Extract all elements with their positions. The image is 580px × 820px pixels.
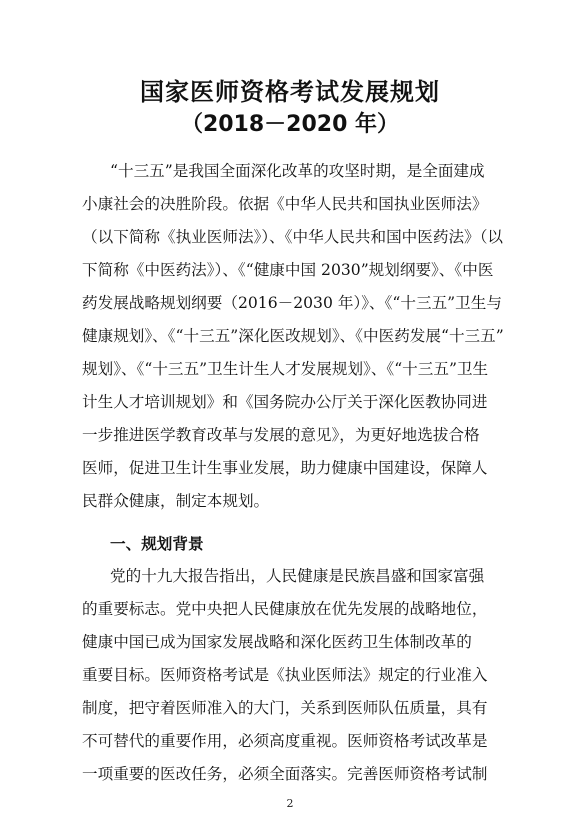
section-line: 不可替代的重要作用，必须高度重视。医师资格考试改革是 [82,732,488,750]
document-title: 国家医师资格考试发展规划 [140,78,440,106]
intro-line: 计生人才培训规划》和《国务院办公厅关于深化医教协同进 [82,393,488,411]
page-number: 2 [286,797,294,810]
section-line: 制度，把守着医师准入的大门，关系到医师队伍质量，具有 [82,699,488,717]
intro-line: “十三五”是我国全面深化改革的攻坚时期，是全面建成 [110,162,485,180]
intro-line: 小康社会的决胜阶段。依据《中华人民共和国执业医师法》 [82,195,488,213]
section-line: 党的十九大报告指出，人民健康是民族昌盛和国家富强 [110,567,485,585]
section-line: 重要目标。医师资格考试是《执业医师法》规定的行业准入 [82,666,488,684]
intro-line: 药发展战略规划纲要（2016－2030 年）》、《“十三五”卫生与 [82,294,502,312]
intro-line: 下简称《中医药法》）、《“健康中国 2030”规划纲要》、《中医 [82,261,494,279]
intro-line: 一步推进医学教育改革与发展的意见》，为更好地选拔合格 [82,426,480,444]
section-line: 一项重要的医改任务，必须全面落实。完善医师资格考试制 [82,765,488,783]
intro-line: 健康规划》、《“十三五”深化医改规划》、《中医药发展“十三五” [82,327,504,345]
section-line: 健康中国已成为国家发展战略和深化医药卫生体制改革的 [82,633,472,651]
document-subtitle: （2018－2020 年） [180,112,400,137]
intro-line: 医师，促进卫生计生事业发展，助力健康中国建设，保障人 [82,459,488,477]
intro-line: 民群众健康，制定本规划。 [82,492,270,510]
section-heading: 一、规划背景 [110,535,204,553]
intro-line: 规划》、《“十三五”卫生计生人才发展规划》、《“十三五”卫生 [82,360,489,378]
intro-line: （以下简称《执业医师法》）、《中华人民共和国中医药法》（以 [82,228,504,246]
section-line: 的重要标志。党中央把人民健康放在优先发展的战略地位， [82,600,488,618]
